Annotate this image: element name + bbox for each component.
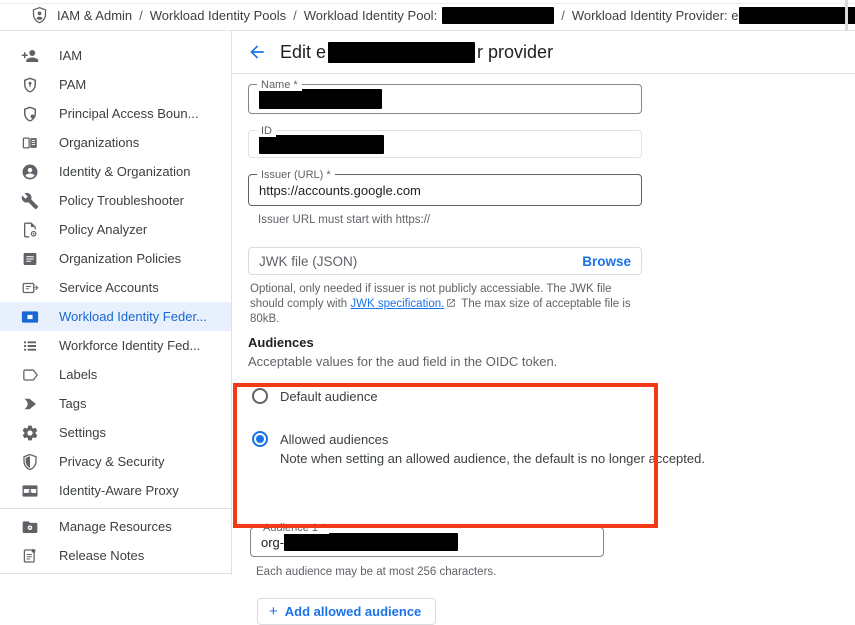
person-add-icon xyxy=(21,47,39,65)
gear-icon xyxy=(21,424,39,442)
tag-icon xyxy=(21,395,39,413)
browse-button[interactable]: Browse xyxy=(582,253,631,269)
audiences-subheading: Acceptable values for the aud field in the OIDC token. xyxy=(248,354,558,369)
sidebar-item-label: Service Accounts xyxy=(59,280,159,295)
breadcrumb-pool[interactable]: Workload Identity Pool: xyxy=(303,7,438,23)
top-hairline xyxy=(0,3,855,4)
sidebar-item-service-accounts[interactable] xyxy=(0,273,231,302)
breadcrumb xyxy=(31,7,855,24)
default-audience-label: Default audience xyxy=(280,388,378,404)
proxy-icon xyxy=(21,482,39,500)
back-arrow-icon[interactable] xyxy=(247,42,267,62)
jwk-helper-before: Optional, only needed if issuer is not publicly accessiable. The JWK file should comply with xyxy=(250,283,612,310)
sidebar-item-organization-policies[interactable] xyxy=(0,244,231,273)
sidebar-item-label: Organization Policies xyxy=(59,251,182,266)
sidebar-item-label: Organizations xyxy=(59,135,140,150)
default-audience-radio[interactable] xyxy=(252,388,268,404)
jwk-helper-after: The max size of acceptable file is 80kB. xyxy=(250,298,631,325)
folder-gear-icon xyxy=(21,518,39,536)
open-in-new-icon xyxy=(446,298,456,308)
sidebar-item-labels[interactable] xyxy=(0,360,231,389)
audience-1-field[interactable] xyxy=(250,522,604,557)
sidebar-item-pam[interactable] xyxy=(0,70,231,99)
page-header xyxy=(232,31,855,73)
sidebar-item-label: Identity & Organization xyxy=(59,164,191,179)
audiences-heading: Audiences xyxy=(248,335,314,350)
sidebar-item-label: Workforce Identity Fed... xyxy=(59,338,201,353)
sidebar-item-policy-analyzer[interactable] xyxy=(0,215,231,244)
sidebar-item-label: Settings xyxy=(59,425,106,440)
policies-icon xyxy=(21,250,39,268)
id-field xyxy=(248,125,642,158)
sidebar-item-iam[interactable] xyxy=(0,41,231,70)
redacted-audience-value xyxy=(284,533,458,551)
audience-helper-text: Each audience may be at most 256 characters. xyxy=(256,566,497,578)
release-notes-icon xyxy=(21,547,39,565)
sidebar-item-label: Labels xyxy=(59,367,98,382)
add-allowed-audience-button[interactable] xyxy=(257,598,436,625)
sidebar-item-label: Tags xyxy=(59,396,87,411)
sidebar-item-label: Privacy & Security xyxy=(59,454,165,469)
sidebar-item-label: IAM xyxy=(59,48,83,63)
allowed-audiences-note: Note when setting an allowed audience, the default is no longer accepted. xyxy=(280,451,705,466)
jwk-placeholder: JWK file (JSON) xyxy=(259,253,358,269)
main-panel xyxy=(232,31,855,620)
organization-icon xyxy=(21,134,39,152)
sidebar-item-principal-access-boundaries[interactable] xyxy=(0,99,231,128)
scrollbar-thumb[interactable] xyxy=(845,0,848,31)
redacted-provider-name xyxy=(739,7,855,24)
service-account-icon xyxy=(21,279,39,297)
sidebar-item-workload-identity-federation[interactable] xyxy=(0,302,231,331)
page-title-prefix: Edit e xyxy=(280,41,327,62)
redacted-provider-title xyxy=(328,42,475,63)
jwk-helper-text xyxy=(250,282,638,327)
policy-analyzer-icon xyxy=(21,221,39,239)
name-field[interactable] xyxy=(248,79,642,114)
sidebar-item-label: PAM xyxy=(59,77,87,92)
sidebar-item-label: Policy Analyzer xyxy=(59,222,148,237)
iam-admin-icon xyxy=(31,7,48,24)
allowed-audiences-radio[interactable] xyxy=(252,431,268,447)
label-icon xyxy=(21,366,39,384)
breadcrumb-separator: / xyxy=(293,7,297,23)
breadcrumb-bar xyxy=(0,0,855,31)
sidebar-item-tags[interactable] xyxy=(0,389,231,418)
sidebar-item-privacy-security[interactable] xyxy=(0,447,231,476)
shield-key-icon xyxy=(21,76,39,94)
allowed-audiences-label: Allowed audiences xyxy=(280,431,389,447)
page-title-suffix: r provider xyxy=(477,41,554,62)
sidebar-item-policy-troubleshooter[interactable] xyxy=(0,186,231,215)
sidebar-item-label: Workload Identity Feder... xyxy=(59,309,207,324)
add-allowed-audience-label: Add allowed audience xyxy=(284,604,422,619)
page-title xyxy=(280,42,553,63)
sidebar-item-settings[interactable] xyxy=(0,418,231,447)
privacy-shield-icon xyxy=(21,453,39,471)
account-circle-icon xyxy=(21,163,39,181)
issuer-field-value: https://accounts.google.com xyxy=(259,182,421,198)
shield-boundary-icon xyxy=(21,105,39,123)
sidebar-divider xyxy=(0,573,231,574)
breadcrumb-iam-admin[interactable]: IAM & Admin xyxy=(57,7,133,23)
sidebar-item-manage-resources[interactable] xyxy=(0,512,231,541)
sidebar-item-identity-organization[interactable] xyxy=(0,157,231,186)
sidebar-item-label: Principal Access Boun... xyxy=(59,106,199,121)
breadcrumb-workload-identity-pools[interactable]: Workload Identity Pools xyxy=(149,7,287,23)
issuer-field-label: Issuer (URL) * xyxy=(257,169,335,181)
sidebar-item-organizations[interactable] xyxy=(0,128,231,157)
sidebar-item-identity-aware-proxy[interactable] xyxy=(0,476,231,505)
sidebar-item-label: Release Notes xyxy=(59,548,145,563)
provider-form xyxy=(232,74,855,625)
allowed-audiences-option[interactable] xyxy=(252,431,855,447)
audience-1-field-label: Audience 1 * xyxy=(259,522,329,534)
list-icon xyxy=(21,337,39,355)
audience-1-value-prefix: org- xyxy=(261,534,285,550)
jwk-specification-link[interactable]: JWK specification. xyxy=(350,298,445,310)
breadcrumb-separator: / xyxy=(139,7,143,23)
sidebar-item-workforce-identity-federation[interactable] xyxy=(0,331,231,360)
redacted-id-value xyxy=(259,135,384,154)
name-field-label: Name * xyxy=(257,79,302,91)
jwk-file-field[interactable] xyxy=(248,247,642,275)
issuer-helper-text: Issuer URL must start with https:// xyxy=(258,214,431,226)
sidebar-nav xyxy=(0,31,232,575)
workload-identity-icon xyxy=(21,308,39,326)
sidebar-item-label: Policy Troubleshooter xyxy=(59,193,185,208)
sidebar-divider xyxy=(0,508,231,509)
redacted-name-value xyxy=(259,89,382,109)
sidebar-item-label: Manage Resources xyxy=(59,519,172,534)
redacted-pool-name xyxy=(442,7,554,24)
wrench-icon xyxy=(21,192,39,210)
breadcrumb-provider[interactable]: Workload Identity Provider: e xyxy=(571,7,739,23)
default-audience-option[interactable] xyxy=(252,388,855,404)
breadcrumb-separator: / xyxy=(561,7,565,23)
id-field-label: ID xyxy=(257,125,276,137)
plus-icon: + xyxy=(269,603,278,620)
sidebar-item-label: Identity-Aware Proxy xyxy=(59,483,179,498)
sidebar-item-release-notes[interactable] xyxy=(0,541,231,570)
issuer-field[interactable] xyxy=(248,169,642,206)
